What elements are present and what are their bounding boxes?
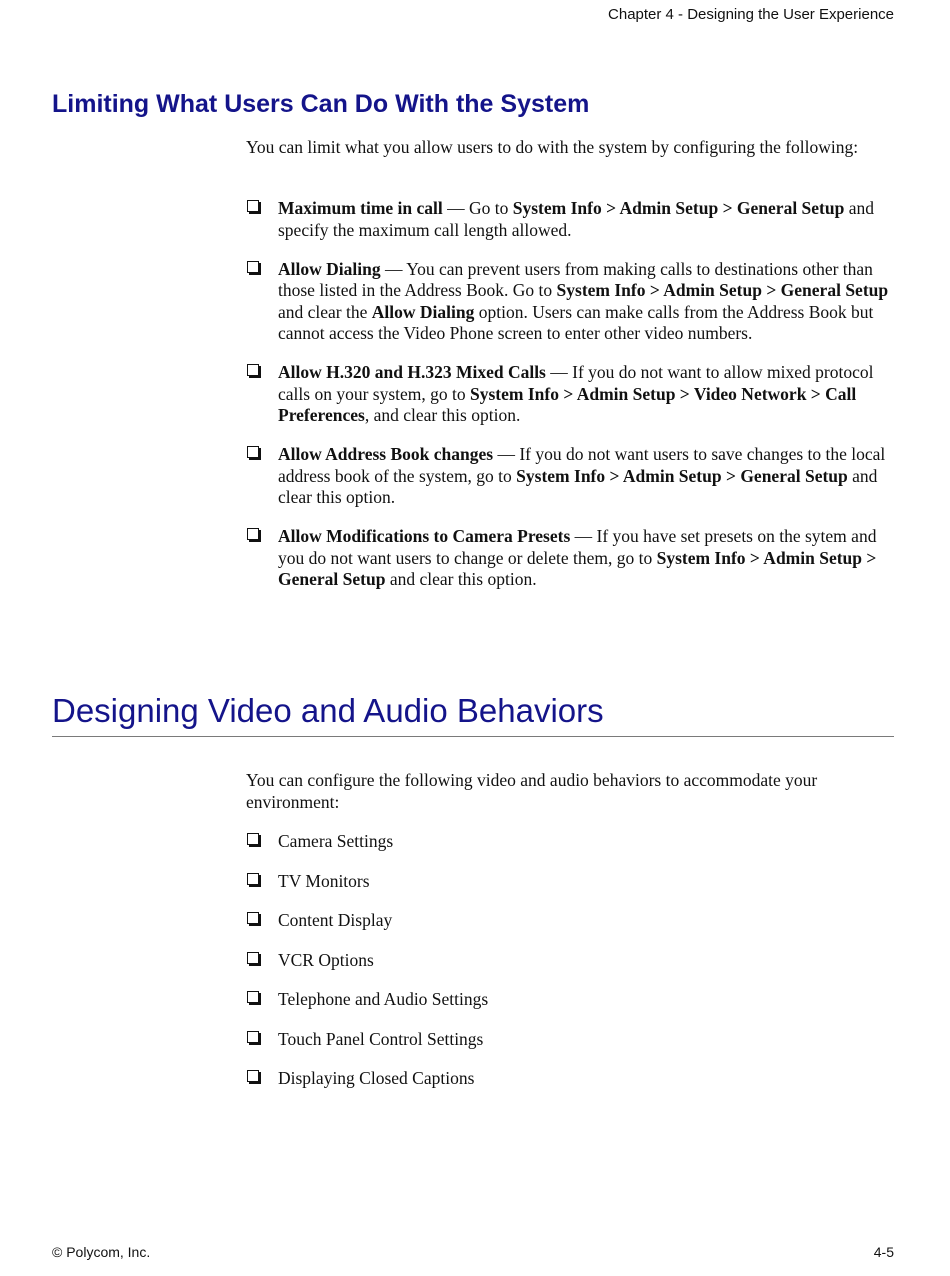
- checkbox-bullet-icon: [247, 912, 259, 924]
- checkbox-bullet-icon: [247, 1031, 259, 1043]
- list-item: Telephone and Audio Settings: [246, 989, 896, 1011]
- list-item: Allow H.320 and H.323 Mixed Calls — If you do not want to allow mixed protocol calls on your system, go to System Info > Admin Setup > Video Network > Call Preferences, and clear this option.: [246, 362, 896, 427]
- behavior-list: [246, 831, 896, 1108]
- list-item: Maximum time in call — Go to System Info > Admin Setup > General Setup and specify the maximum call length allowed.: [246, 198, 896, 241]
- checkbox-bullet-icon: [247, 528, 259, 540]
- menu-path: System Info > Admin Setup > General Setup: [512, 198, 845, 218]
- item-term: Allow H.320 and H.323 Mixed Calls: [278, 362, 546, 382]
- list-item: Allow Address Book changes — If you do not want users to save changes to the local address book of the system, go to System Info > Admin Setup > General Setup and clear this option.: [246, 444, 896, 509]
- copyright: © Polycom, Inc.: [52, 1244, 151, 1260]
- checkbox-bullet-icon: [247, 833, 259, 845]
- option-name: Allow Dialing: [371, 301, 475, 322]
- menu-path: System Info > Admin Setup > General Setup: [556, 280, 889, 300]
- menu-path: System Info > Admin Setup > General Setup: [516, 465, 848, 486]
- heading-rule: [52, 736, 894, 737]
- checkbox-bullet-icon: [247, 873, 259, 885]
- checkbox-bullet-icon: [247, 364, 259, 376]
- running-header: Chapter 4 - Designing the User Experience: [608, 6, 894, 23]
- list-item: Allow Dialing — You can prevent users from making calls to destinations other than those listed in the Address Book. Go to System Info > Admin Setup > General Setup and clear the Allow Dialing option. Users can make calls from the Address Book but cannot access the Video Phone screen to enter other video numbers.: [246, 259, 896, 345]
- list-item: TV Monitors: [246, 871, 896, 893]
- item-term: Maximum time in call: [278, 198, 443, 218]
- checkbox-bullet-icon: [247, 1070, 259, 1082]
- menu-path: System Info > Admin Setup > General Setup: [278, 547, 877, 589]
- page-number: 4-5: [873, 1244, 894, 1260]
- item-term: Allow Modifications to Camera Presets: [278, 526, 571, 546]
- checkbox-bullet-icon: [247, 446, 259, 458]
- list-item: Allow Modifications to Camera Presets — If you have set presets on the sytem and you do not want users to change or delete them, go to System Info > Admin Setup > General Setup and clear this option.: [246, 526, 896, 591]
- section1-intro: You can limit what you allow users to do with the system by configuring the following:: [246, 137, 859, 157]
- checkbox-bullet-icon: [247, 200, 259, 212]
- menu-path: System Info > Admin Setup > Video Network > Call Preferences: [278, 383, 857, 425]
- checkbox-bullet-icon: [247, 952, 259, 964]
- list-item: Camera Settings: [246, 831, 896, 853]
- section-heading-video-audio: Designing Video and Audio Behaviors: [52, 692, 604, 729]
- checkbox-bullet-icon: [247, 991, 259, 1003]
- list-item: Content Display: [246, 910, 896, 932]
- list-item: Touch Panel Control Settings: [246, 1029, 896, 1051]
- list-item: Displaying Closed Captions: [246, 1068, 896, 1090]
- section-heading-limiting: Limiting What Users Can Do With the System: [52, 90, 590, 118]
- restriction-list: [246, 198, 896, 608]
- section2-intro: You can configure the following video and audio behaviors to accommodate your environment:: [246, 770, 818, 812]
- list-item: VCR Options: [246, 950, 896, 972]
- item-term: Allow Address Book changes: [278, 444, 494, 464]
- item-term: Allow Dialing: [278, 258, 381, 279]
- checkbox-bullet-icon: [247, 261, 259, 273]
